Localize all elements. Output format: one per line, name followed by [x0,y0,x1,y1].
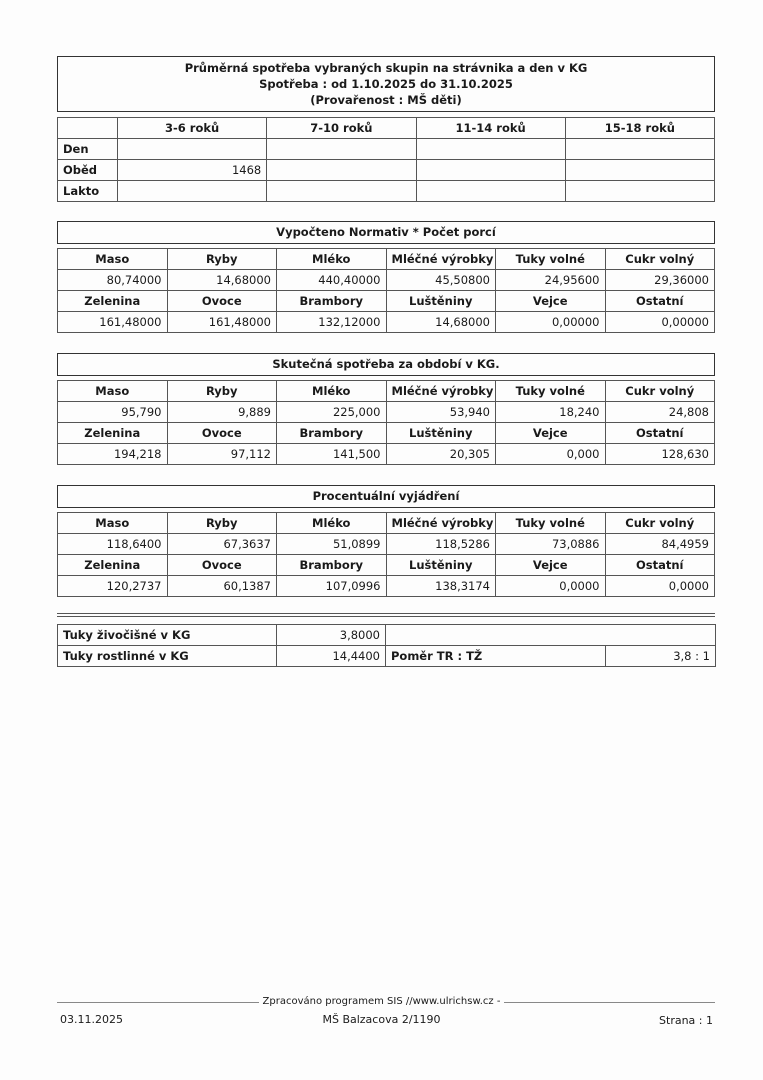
column-header: Maso [58,381,168,402]
column-header: Luštěniny [386,555,496,576]
table-cell: 24,95600 [496,270,606,291]
table-row [58,270,715,291]
table-cell [416,139,565,160]
column-header: Luštěniny [386,291,496,312]
fats-table [57,624,716,667]
column-header: Brambory [277,423,387,444]
table-cell: 29,36000 [605,270,715,291]
column-header: Zelenina [58,291,168,312]
ratio-value: 3,8 : 1 [606,646,716,667]
cooking-scope: (Provařenost : MŠ děti) [310,93,462,107]
column-header: Ovoce [167,291,277,312]
plant-fats-value: 14,4400 [277,646,386,667]
column-header: Ryby [167,513,277,534]
empty-cell [386,625,716,646]
column-header: Cukr volný [605,381,715,402]
school-name: MŠ Balzacova 2/1190 [322,1013,441,1026]
column-header: Brambory [277,291,387,312]
print-date: 03.11.2025 [60,1013,123,1026]
table-row [58,381,715,402]
section-table [57,380,715,465]
column-header: Tuky volné [496,513,606,534]
column-header: Vejce [496,291,606,312]
period: Spotřeba : od 1.10.2025 do 31.10.2025 [259,77,513,91]
table-cell: 14,68000 [386,312,496,333]
table-cell [267,160,416,181]
table-row [58,576,715,597]
table-row [58,534,715,555]
table-row [58,181,715,202]
table-cell [565,181,714,202]
table-cell: 132,12000 [277,312,387,333]
table-cell [118,181,267,202]
report-header [57,56,715,112]
section-title: Skutečná spotřeba za období v KG. [57,353,715,376]
table-row [58,444,715,465]
column-header: Vejce [496,423,606,444]
table-cell: 225,000 [277,402,387,423]
column-header: Brambory [277,555,387,576]
column-header: Tuky volné [496,381,606,402]
table-cell: 95,790 [58,402,168,423]
table-cell: 53,940 [386,402,496,423]
table-cell: 0,000 [496,444,606,465]
table-row [58,312,715,333]
column-header: Zelenina [58,423,168,444]
table-cell: 51,0899 [277,534,387,555]
divider [57,616,715,617]
column-header: Ostatní [605,291,715,312]
column-header: Ryby [167,249,277,270]
column-header: Ostatní [605,555,715,576]
table-row [58,646,716,667]
column-header: 15-18 roků [565,118,714,139]
column-header: Mléko [277,513,387,534]
table-cell: 118,6400 [58,534,168,555]
program-credit: Zpracováno programem SIS //www.ulrichsw.cz - [259,996,505,1007]
table-cell: 120,2737 [58,576,168,597]
column-header: Ryby [167,381,277,402]
column-header: Ostatní [605,423,715,444]
animal-fats-label: Tuky živočišné v KG [58,625,277,646]
row-label: Den [58,139,118,160]
table-cell: 80,74000 [58,270,168,291]
table-row [58,139,715,160]
animal-fats-value: 3,8000 [277,625,386,646]
column-header: Cukr volný [605,249,715,270]
table-row [58,402,715,423]
table-cell: 0,00000 [605,312,715,333]
row-label: Oběd [58,160,118,181]
column-header: Maso [58,513,168,534]
column-header [58,118,118,139]
row-label: Lakto [58,181,118,202]
table-cell [565,139,714,160]
table-cell: 194,218 [58,444,168,465]
section-title: Procentuální vyjádření [57,485,715,508]
table-row [58,625,716,646]
column-header: Ovoce [167,423,277,444]
section-title: Vypočteno Normativ * Počet porcí [57,221,715,244]
column-header: Mléčné výrobky [386,249,496,270]
table-cell [267,181,416,202]
table-cell: 0,00000 [496,312,606,333]
column-header: Zelenina [58,555,168,576]
table-row [58,423,715,444]
column-header: Mléko [277,381,387,402]
table-cell: 118,5286 [386,534,496,555]
column-header: 7-10 roků [267,118,416,139]
column-header: Tuky volné [496,249,606,270]
column-header: Mléčné výrobky [386,513,496,534]
table-cell: 14,68000 [167,270,277,291]
table-row [58,249,715,270]
table-cell: 128,630 [605,444,715,465]
column-header: Mléko [277,249,387,270]
table-cell [118,139,267,160]
table-cell: 18,240 [496,402,606,423]
table-cell: 1468 [118,160,267,181]
column-header: Cukr volný [605,513,715,534]
column-header: Maso [58,249,168,270]
page-number: Strana : 1 [659,1014,713,1027]
column-header: 3-6 roků [118,118,267,139]
table-row [58,291,715,312]
table-cell: 9,889 [167,402,277,423]
table-cell: 60,1387 [167,576,277,597]
table-cell: 141,500 [277,444,387,465]
table-cell: 84,4959 [605,534,715,555]
column-header: Vejce [496,555,606,576]
ratio-label: Poměr TR : TŽ [386,646,606,667]
table-cell: 138,3174 [386,576,496,597]
age-group-table [57,117,715,202]
table-row [58,555,715,576]
column-header: Luštěniny [386,423,496,444]
column-header: Ovoce [167,555,277,576]
table-cell: 20,305 [386,444,496,465]
table-cell [416,181,565,202]
table-cell: 161,48000 [58,312,168,333]
table-cell: 97,112 [167,444,277,465]
table-cell: 107,0996 [277,576,387,597]
column-header: 11-14 roků [416,118,565,139]
table-row [58,118,715,139]
table-cell: 73,0886 [496,534,606,555]
table-cell [565,160,714,181]
table-cell: 45,50800 [386,270,496,291]
column-header: Mléčné výrobky [386,381,496,402]
table-cell: 67,3637 [167,534,277,555]
section-table [57,512,715,597]
table-cell [416,160,565,181]
table-cell: 161,48000 [167,312,277,333]
table-cell: 0,0000 [605,576,715,597]
table-row [58,160,715,181]
table-cell: 24,808 [605,402,715,423]
table-row [58,513,715,534]
plant-fats-label: Tuky rostlinné v KG [58,646,277,667]
section-table [57,248,715,333]
divider [57,613,715,614]
report-title: Průměrná spotřeba vybraných skupin na strávnika a den v KG [184,61,588,75]
table-cell: 440,40000 [277,270,387,291]
table-cell: 0,0000 [496,576,606,597]
table-cell [267,139,416,160]
